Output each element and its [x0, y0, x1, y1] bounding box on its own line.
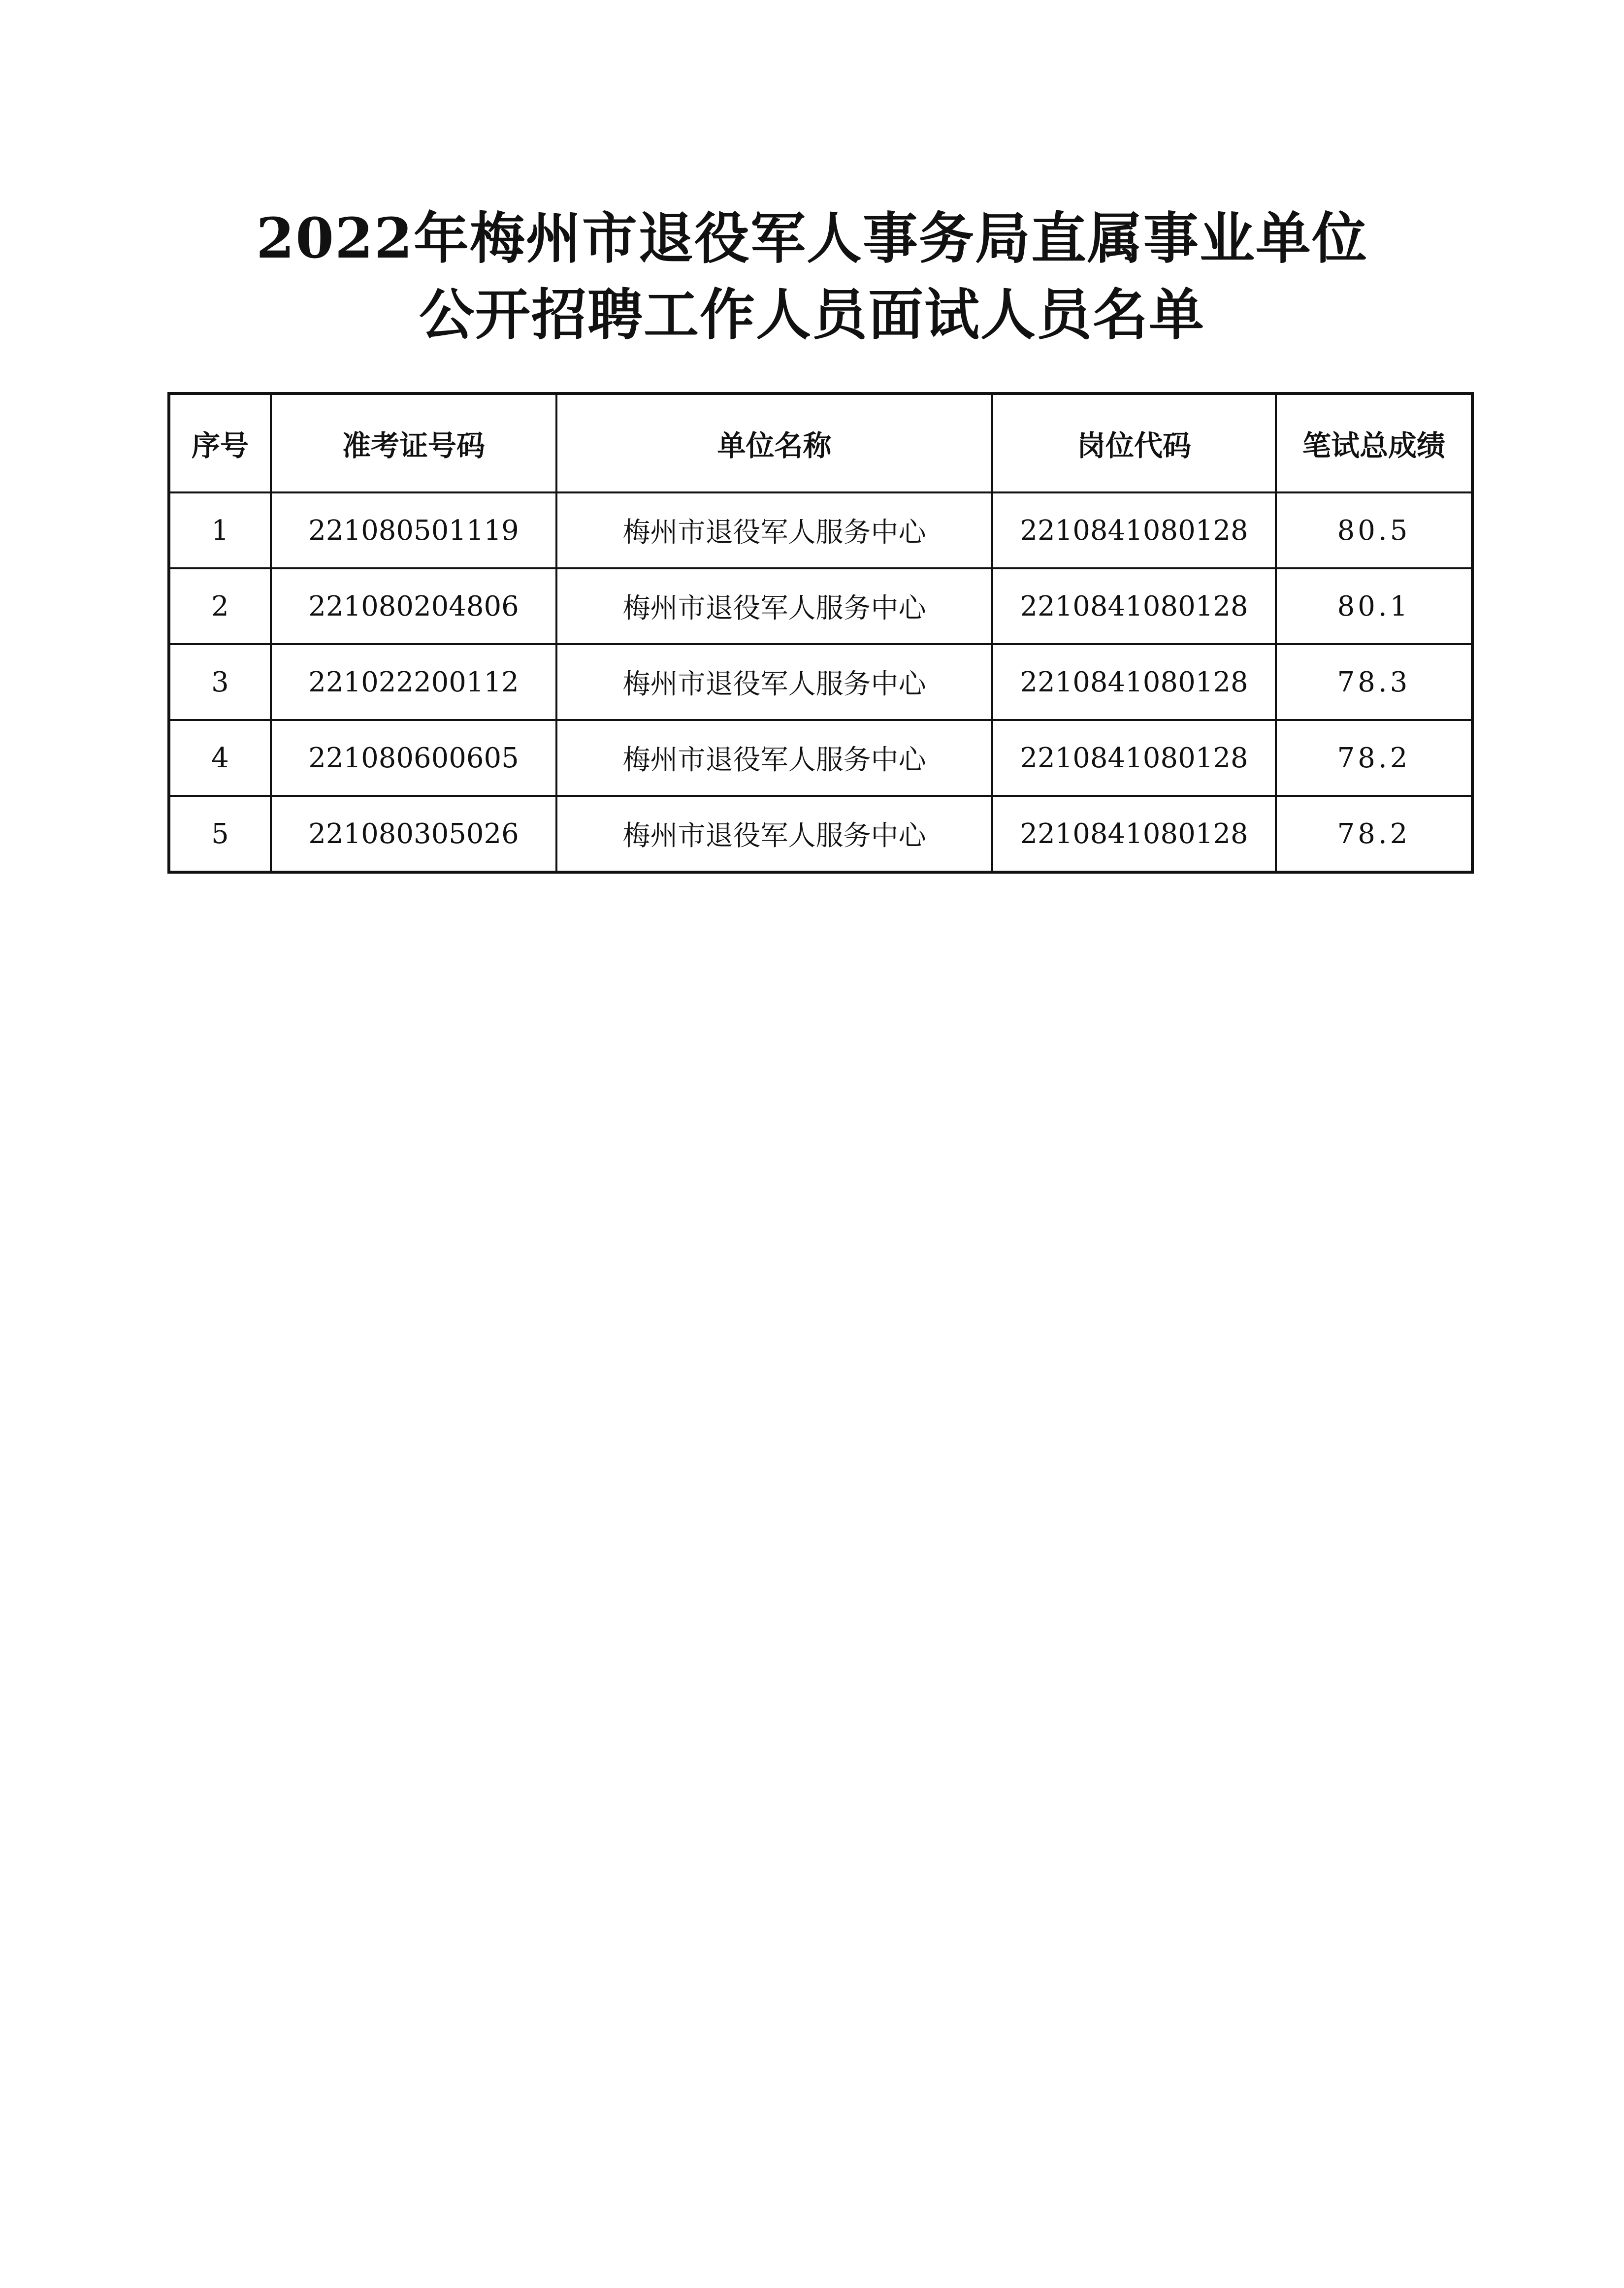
cell-unit-name: 梅州市退役军人服务中心	[556, 568, 992, 644]
cell-unit-name: 梅州市退役军人服务中心	[556, 492, 992, 568]
header-seq: 序号	[169, 393, 271, 492]
table-row	[169, 644, 1472, 720]
document-title-line-2: 公开招聘工作人员面试人员名单	[419, 283, 1205, 347]
cell-unit-name: 梅州市退役军人服务中心	[556, 644, 992, 720]
document-title-line-1: 2022年梅州市退役军人事务局直属事业单位	[256, 206, 1368, 271]
cell-admission-no: 221080501119	[271, 492, 556, 568]
table-row	[169, 568, 1472, 644]
header-unit-name: 单位名称	[556, 393, 992, 492]
cell-written-score: 80.1	[1276, 568, 1472, 644]
header-post-code: 岗位代码	[992, 393, 1276, 492]
cell-seq: 3	[169, 644, 271, 720]
cell-post-code: 2210841080128	[992, 796, 1276, 872]
cell-written-score: 80.5	[1276, 492, 1472, 568]
cell-admission-no: 221022200112	[271, 644, 556, 720]
cell-post-code: 2210841080128	[992, 568, 1276, 644]
cell-admission-no: 221080305026	[271, 796, 556, 872]
cell-admission-no: 221080204806	[271, 568, 556, 644]
header-admission-no: 准考证号码	[271, 393, 556, 492]
cell-seq: 5	[169, 796, 271, 872]
cell-written-score: 78.2	[1276, 796, 1472, 872]
cell-written-score: 78.3	[1276, 644, 1472, 720]
table-header-row	[169, 393, 1472, 492]
cell-admission-no: 221080600605	[271, 720, 556, 796]
cell-post-code: 2210841080128	[992, 644, 1276, 720]
header-written-score: 笔试总成绩	[1276, 393, 1472, 492]
cell-seq: 1	[169, 492, 271, 568]
interview-roster-table	[167, 392, 1474, 874]
cell-seq: 2	[169, 568, 271, 644]
table-row	[169, 492, 1472, 568]
table-row	[169, 720, 1472, 796]
cell-seq: 4	[169, 720, 271, 796]
cell-post-code: 2210841080128	[992, 720, 1276, 796]
cell-written-score: 78.2	[1276, 720, 1472, 796]
cell-unit-name: 梅州市退役军人服务中心	[556, 720, 992, 796]
table-row	[169, 796, 1472, 872]
cell-post-code: 2210841080128	[992, 492, 1276, 568]
cell-unit-name: 梅州市退役军人服务中心	[556, 796, 992, 872]
